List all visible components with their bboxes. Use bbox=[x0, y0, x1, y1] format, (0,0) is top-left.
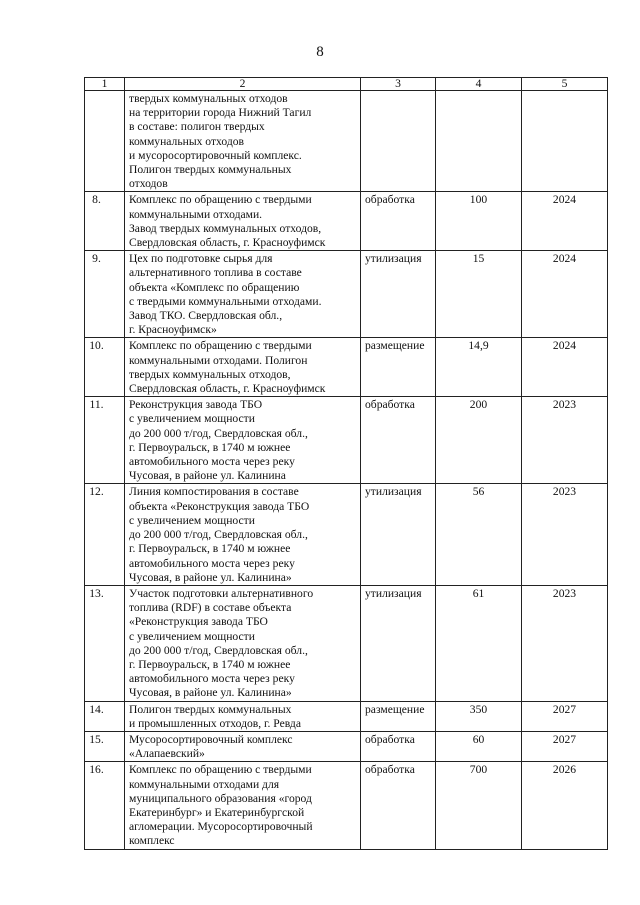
table-row bbox=[85, 397, 608, 484]
activity-type: обработка bbox=[361, 192, 436, 251]
row-number: 16. bbox=[85, 762, 125, 849]
column-header: 2 bbox=[125, 78, 361, 91]
facility-name bbox=[125, 338, 361, 397]
facility-name-line: Завод твердых коммунальных отходов, bbox=[129, 221, 322, 235]
table-row bbox=[85, 338, 608, 397]
facility-name-line: отходов bbox=[129, 177, 168, 191]
facility-name-line: Цех по подготовке сырья для bbox=[129, 252, 273, 266]
facility-name-line: до 200 000 т/год, Свердловская обл., bbox=[129, 426, 308, 440]
facility-name-line: Комплекс по обращению с твердыми bbox=[129, 339, 312, 353]
capacity-value: 100 bbox=[436, 192, 522, 251]
facility-name-line: г. Красноуфимск» bbox=[129, 323, 217, 337]
facility-name-line: Комплекс по обращению с твердыми bbox=[129, 763, 312, 777]
facility-name-line: Завод ТКО. Свердловская обл., bbox=[129, 309, 283, 323]
facility-name-line: с увеличением мощности bbox=[129, 412, 255, 426]
column-header: 3 bbox=[361, 78, 436, 91]
capacity-value: 60 bbox=[436, 731, 522, 761]
capacity-value: 56 bbox=[436, 484, 522, 585]
table-row bbox=[85, 91, 608, 192]
facility-name bbox=[125, 585, 361, 701]
year-value: 2027 bbox=[522, 731, 608, 761]
table-body bbox=[85, 78, 608, 850]
facility-name-line: автомобильного моста через реку bbox=[129, 672, 295, 686]
page-number: 8 bbox=[316, 44, 324, 60]
row-number: 14. bbox=[85, 701, 125, 731]
capacity-value bbox=[436, 91, 522, 192]
facility-name-line: Мусоросортировочный комплекс bbox=[129, 732, 293, 746]
row-number: 15. bbox=[85, 731, 125, 761]
table-row bbox=[85, 585, 608, 701]
facility-name-line: коммунальными отходами. Полигон bbox=[129, 353, 308, 367]
activity-type: размещение bbox=[361, 701, 436, 731]
row-number: 12. bbox=[85, 484, 125, 585]
column-header: 1 bbox=[85, 78, 125, 91]
year-value: 2023 bbox=[522, 397, 608, 484]
year-value: 2023 bbox=[522, 585, 608, 701]
facility-name-line: коммунальными отходами для bbox=[129, 777, 280, 791]
row-number: 11. bbox=[85, 397, 125, 484]
table-row bbox=[85, 192, 608, 251]
activity-type: утилизация bbox=[361, 585, 436, 701]
facility-name-line: Реконструкция завода ТБО bbox=[129, 398, 263, 412]
capacity-value: 200 bbox=[436, 397, 522, 484]
facility-name-line: альтернативного топлива в составе bbox=[129, 266, 302, 280]
year-value: 2027 bbox=[522, 701, 608, 731]
facility-name-line: до 200 000 т/год, Свердловская обл., bbox=[129, 528, 308, 542]
facility-name-line: с увеличением мощности bbox=[129, 629, 255, 643]
facility-name-line: Полигон твердых коммунальных bbox=[129, 163, 292, 177]
facility-name bbox=[125, 251, 361, 338]
facility-name-line: и мусоросортировочный комплекс. bbox=[129, 148, 302, 162]
facility-name-line: и промышленных отходов, г. Ревда bbox=[129, 716, 301, 730]
year-value: 2023 bbox=[522, 484, 608, 585]
facility-name-line: Участок подготовки альтернативного bbox=[129, 586, 314, 600]
facility-name bbox=[125, 397, 361, 484]
row-number: 9. bbox=[85, 251, 125, 338]
activity-type: размещение bbox=[361, 338, 436, 397]
facility-name-line: твердых коммунальных отходов, bbox=[129, 367, 291, 381]
facility-name-line: коммунальными отходами. bbox=[129, 207, 263, 221]
facility-name-line: г. Первоуральск, в 1740 м южнее bbox=[129, 657, 291, 671]
facility-name-line: автомобильного моста через реку bbox=[129, 455, 295, 469]
facility-name-line: «Реконструкция завода ТБО bbox=[129, 615, 268, 629]
facility-name-line: Комплекс по обращению с твердыми bbox=[129, 193, 312, 207]
year-value bbox=[522, 91, 608, 192]
facility-name-line: на территории города Нижний Тагил bbox=[129, 106, 312, 120]
facility-name-line: коммунальных отходов bbox=[129, 134, 245, 148]
capacity-value: 350 bbox=[436, 701, 522, 731]
year-value: 2024 bbox=[522, 251, 608, 338]
activity-type: обработка bbox=[361, 731, 436, 761]
facility-name-line: Линия компостирования в составе bbox=[129, 485, 299, 499]
facility-name-line: Чусовая, в районе ул. Калинина» bbox=[129, 570, 292, 584]
column-header: 4 bbox=[436, 78, 522, 91]
table-row bbox=[85, 731, 608, 761]
facility-name-line: муниципального образования «город bbox=[129, 791, 312, 805]
facility-name-line: Свердловская область, г. Красноуфимск bbox=[129, 236, 326, 250]
facility-name-line: с твердыми коммунальными отходами. bbox=[129, 294, 322, 308]
table-row bbox=[85, 701, 608, 731]
facility-name-line: Екатеринбург» и Екатеринбургской bbox=[129, 805, 305, 819]
facility-name-line: Свердловская область, г. Красноуфимск bbox=[129, 382, 326, 396]
activity-type bbox=[361, 91, 436, 192]
facility-name-line: объекта «Комплекс по обращению bbox=[129, 280, 300, 294]
facility-name-line: Полигон твердых коммунальных bbox=[129, 702, 292, 716]
year-value: 2024 bbox=[522, 192, 608, 251]
facilities-table bbox=[84, 77, 608, 850]
facility-name-line: Чусовая, в районе ул. Калинина bbox=[129, 469, 286, 483]
facility-name-line: комплекс bbox=[129, 834, 175, 848]
facility-name bbox=[125, 192, 361, 251]
facility-name bbox=[125, 484, 361, 585]
facility-name-line: Чусовая, в районе ул. Калинина» bbox=[129, 686, 292, 700]
capacity-value: 15 bbox=[436, 251, 522, 338]
facility-name-line: с увеличением мощности bbox=[129, 513, 255, 527]
table-row bbox=[85, 762, 608, 849]
facility-name-line: топлива (RDF) в составе объекта bbox=[129, 601, 292, 615]
table-row bbox=[85, 484, 608, 585]
facility-name-line: агломерации. Мусоросортировочный bbox=[129, 820, 313, 834]
activity-type: утилизация bbox=[361, 484, 436, 585]
column-header: 5 bbox=[522, 78, 608, 91]
activity-type: утилизация bbox=[361, 251, 436, 338]
row-number: 10. bbox=[85, 338, 125, 397]
row-number: 8. bbox=[85, 192, 125, 251]
facility-name-line: г. Первоуральск, в 1740 м южнее bbox=[129, 440, 291, 454]
facility-name-line: «Алапаевский» bbox=[129, 747, 205, 761]
table-header-row bbox=[85, 78, 608, 91]
facility-name bbox=[125, 701, 361, 731]
facility-name-line: до 200 000 т/год, Свердловская обл., bbox=[129, 643, 308, 657]
row-number bbox=[85, 91, 125, 192]
facility-name-line: в составе: полигон твердых bbox=[129, 120, 265, 134]
capacity-value: 14,9 bbox=[436, 338, 522, 397]
facility-name bbox=[125, 731, 361, 761]
table-row bbox=[85, 251, 608, 338]
activity-type: обработка bbox=[361, 397, 436, 484]
facility-name bbox=[125, 762, 361, 849]
capacity-value: 700 bbox=[436, 762, 522, 849]
activity-type: обработка bbox=[361, 762, 436, 849]
facility-name-line: г. Первоуральск, в 1740 м южнее bbox=[129, 542, 291, 556]
year-value: 2026 bbox=[522, 762, 608, 849]
facility-name-line: объекта «Реконструкция завода ТБО bbox=[129, 499, 310, 513]
facility-name-line: твердых коммунальных отходов bbox=[129, 92, 288, 105]
facility-name bbox=[125, 91, 361, 192]
capacity-value: 61 bbox=[436, 585, 522, 701]
row-number: 13. bbox=[85, 585, 125, 701]
year-value: 2024 bbox=[522, 338, 608, 397]
facility-name-line: автомобильного моста через реку bbox=[129, 556, 295, 570]
